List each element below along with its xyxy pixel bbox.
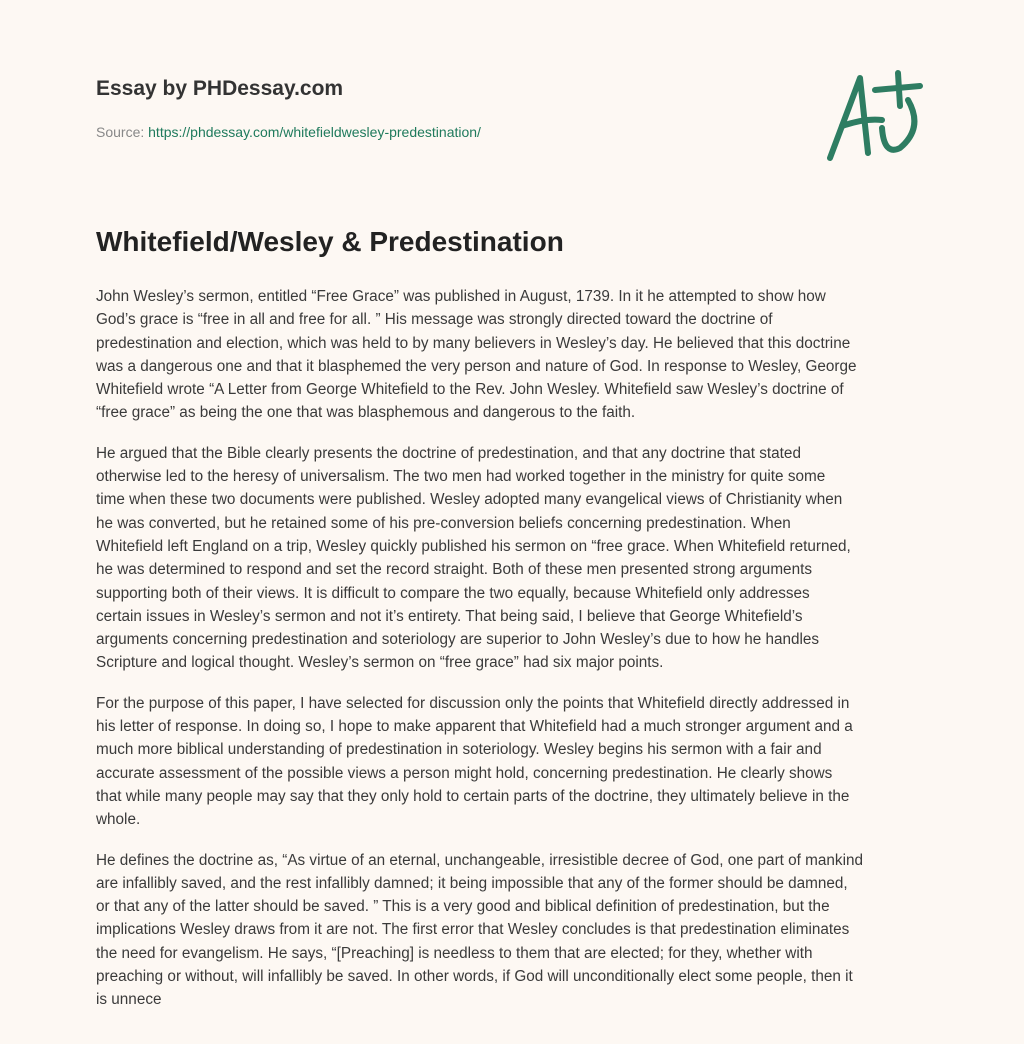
essay-body: [96, 285, 936, 1029]
paragraph-line: implications Wesley draws from it are not. The first error that Wesley concludes is that predestination eliminates: [96, 921, 850, 939]
paragraph-line: John Wesley’s sermon, entitled “Free Grace” was published in August, 1739. In it he attempted to show how: [96, 288, 826, 305]
paragraph-line: is unnece: [96, 991, 162, 1009]
paragraph-line: time when these two documents were published. Wesley adopted many evangelical views of Christianity when: [96, 491, 843, 509]
paragraph-line: Whitefield left England on a trip, Wesley quickly published his sermon on “free grace. When Whitefield returned,: [96, 537, 851, 555]
paragraph-line: He argued that the Bible clearly presents the doctrine of predestination, and that any doctrine that stated: [96, 444, 801, 462]
paragraph-line: or that any of the latter should be saved. ” This is a very good and biblical definition of predestination, but the: [96, 898, 830, 916]
essay-paragraph: [96, 442, 936, 675]
essay-paragraph: [96, 692, 936, 832]
paragraph-line: arguments concerning predestination and soteriology are superior to John Wesley’s due to how he handles: [96, 631, 820, 649]
source-link[interactable]: https://phdessay.com/whitefieldwesley-predestination/: [148, 124, 481, 140]
paragraph-line: certain issues in Wesley’s sermon and not it’s entirety. That being said, I believe that George Whitefield’s: [96, 607, 803, 625]
paragraph-line: he was converted, but he retained some of his pre-conversion beliefs concerning predestination. When: [96, 514, 791, 532]
paragraph-line: his letter of response. In doing so, I hope to make apparent that Whitefield had a much stronger argument and a: [96, 718, 853, 736]
paragraph-line: accurate assessment of the possible views a person might hold, concerning predestination. He clearly shows: [96, 764, 833, 782]
source-line: [96, 124, 481, 140]
paragraph-line: “free grace” as being the one that was blasphemous and dangerous to the faith.: [96, 404, 636, 422]
paragraph-line: he was determined to respond and set the record straight. Both of these men presented strong arguments: [96, 561, 812, 579]
paragraph-line: that while many people may say that they only hold to certain parts of the doctrine, they ultimately believe in the: [96, 787, 850, 805]
paragraph-line: God’s grace is “free in all and free for all. ” His message was strongly directed toward the doctrine of: [96, 311, 773, 329]
paragraph-line: otherwise led to the heresy of universalism. The two men had worked together in the ministry for quite some: [96, 468, 826, 486]
paragraph-line: are infallibly saved, and the rest infallibly damned; it being impossible that any of the former should be damned,: [96, 874, 848, 892]
paragraph-line: supporting both of their views. It is difficult to compare the two equally, because Whitefield only addresses: [96, 584, 810, 602]
site-brand: Essay by PHDessay.com: [96, 77, 344, 100]
paragraph-line: whole.: [96, 811, 141, 829]
essay-paragraph: [96, 285, 936, 425]
paragraph-line: Whitefield wrote “A Letter from George Whitefield to the Rev. John Wesley. Whitefield saw Wesley’s doctrine of: [96, 381, 844, 399]
a-plus-logo-icon: [820, 68, 930, 168]
paragraph-line: much more biblical understanding of predestination in soteriology. Wesley begins his sermon with a fair and: [96, 741, 822, 759]
paragraph-line: preaching or without, will infallibly be saved. In other words, if God will unconditionally elect some people, then it: [96, 968, 853, 986]
paragraph-line: the need for evangelism. He says, “[Preaching] is needless to them that are elected; for they, whether with: [96, 944, 813, 962]
paragraph-line: was a dangerous one and that it blasphemed the very person and nature of God. In response to Wesley, George: [96, 357, 857, 375]
paragraph-line: For the purpose of this paper, I have selected for discussion only the points that Whitefield directly addressed in: [96, 694, 850, 712]
paragraph-line: Scripture and logical thought. Wesley’s sermon on “free grace” had six major points.: [96, 654, 664, 672]
paragraph-line: predestination and election, which was held to by many believers in Wesley’s day. He believed that this doctrine: [96, 334, 851, 352]
essay-paragraph: [96, 849, 936, 1012]
essay-title: Whitefield/Wesley & Predestination: [96, 226, 564, 257]
paragraph-line: He defines the doctrine as, “As virtue of an eternal, unchangeable, irresistible decree of God, one part of mankind: [96, 851, 863, 869]
source-label: Source:: [96, 124, 149, 140]
